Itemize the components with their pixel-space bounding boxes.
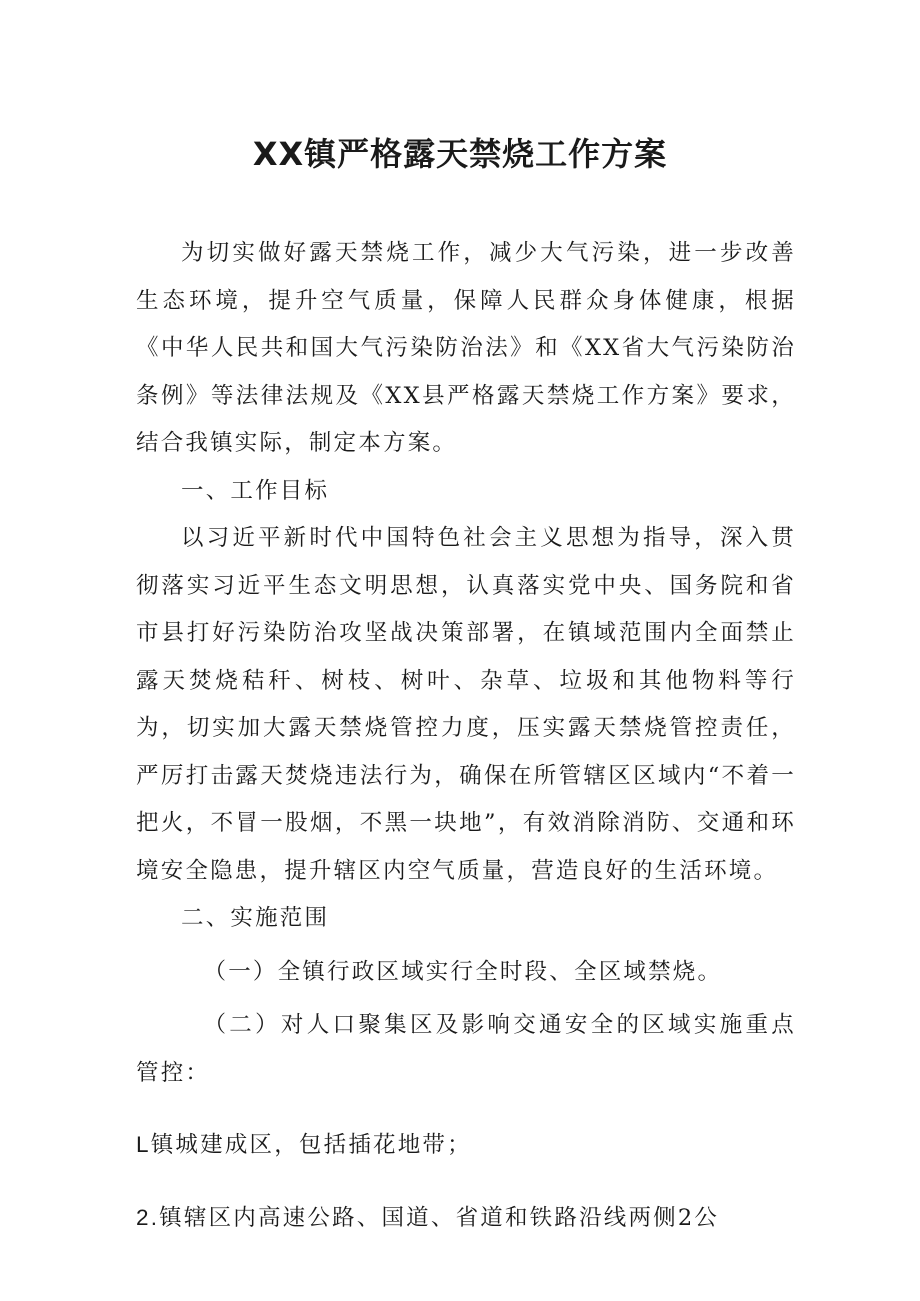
section1-paragraph: 以习近平新时代中国特色社会主义思想为指导，深入贯彻落实习近平生态文明思想，认真落实党中央、国务院和省市县打好污染防治攻坚战决策部署，在镇域范围内全面禁止露天焚烧秸秆、树枝、树叶、杂草、垃圾和其他物料等行为，切实加大露天禁烧管控力度，压实露天禁烧管控责任，严厉打击露天焚烧违法行为，确保在所管辖区区域内“不着一把火，不冒一股烟，不黑一块地”，有效消除消防、交通和环境安全隐患，提升辖区内空气质量，营造良好的生活环境。 [136, 525, 796, 884]
section2-item-1: （一）全镇行政区域实行全时段、全区域禁烧。 [203, 958, 723, 985]
document-body [136, 230, 796, 1242]
list-item [136, 1194, 796, 1243]
list-item-number: L [136, 1132, 151, 1157]
list-item-text: 镇城建成区，包括插花地带； [150, 1132, 472, 1158]
document-title: XX镇严格露天禁烧工作方案 [252, 135, 668, 173]
section2-heading: 二、实施范围 [181, 905, 330, 931]
list-item-text: 镇辖区内高速公路、国道、省道和铁路沿线两侧2公 [159, 1204, 720, 1231]
list-item-number: 2. [136, 1204, 160, 1230]
section1-heading: 一、工作目标 [181, 477, 330, 504]
section2-item-2: （二）对人口聚集区及影响交通安全的区域实施重点管控： [136, 1012, 796, 1086]
intro-paragraph: 为切实做好露天禁烧工作，减少大气污染，进一步改善生态环境，提升空气质量，保障人民群众身体健康，根据《中华人民共和国大气污染防治法》和《XX省大气污染防治条例》等法律法规及《XX县严格露天禁烧工作方案》要求，结合我镇实际，制定本方案。 [136, 240, 796, 456]
list-item [136, 1121, 796, 1170]
